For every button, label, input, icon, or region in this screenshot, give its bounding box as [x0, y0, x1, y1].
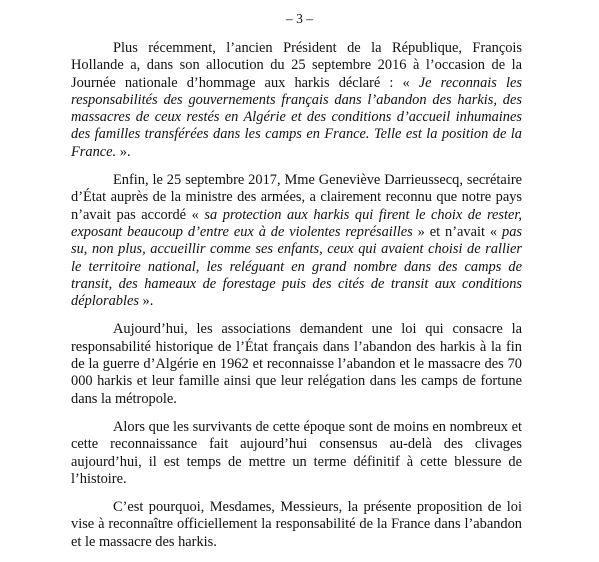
paragraph-hollande [71, 40, 522, 161]
paragraph-conclusion [71, 499, 522, 551]
quote-run: Je reconnais les responsabilités des gouvernements français dans l’abandon des harkis, des massacres de ceux restés en Algérie et des conditions d’accueil inhumaines des familles transférées dans les camps en France. Telle est la position de la France. [71, 74, 522, 160]
quote-run: pas su, non plus, accueillir comme ses enfants, ceux qui avaient choisi de rallier le territoire national, les reléguant en grand nombre dans des camps de transit, des hameaux de forestage puis des cités de transit aux conditions déplorables [71, 223, 522, 310]
text-run: » et n’avait « [412, 223, 502, 240]
quote-run: sa protection aux harkis qui firent le choix de rester, exposant beaucoup d’entre eux à de violentes représailles [71, 206, 522, 240]
paragraph-associations [71, 321, 522, 407]
text-run: Alors que les survivants de cette époque sont de moins en nombreux et cette reconnaissance fait aujourd’hui consensus au-delà des clivages aujourd’hui, il est temps de mettre un terme définitif à cette blessure de l’histoire. [71, 418, 522, 487]
text-run: Enfin, le 25 septembre 2017, Mme Geneviève Darrieussecq, secrétaire d’État auprès de la ministre des armées, a clairement reconnu que notre pays n’avait pas accordé « [71, 172, 522, 223]
text-run: ». [138, 293, 154, 310]
document-body [71, 40, 522, 562]
paragraph-survivants [71, 419, 522, 488]
text-run: C’est pourquoi, Mesdames, Messieurs, la présente proposition de loi vise à reconnaître officiellement la responsabilité de la France dans l’abandon et le massacre des harkis. [71, 499, 522, 550]
text-run: Aujourd’hui, les associations demandent une loi qui consacre la responsabilité historique de l’État français dans l’abandon des harkis à la fin de la guerre d’Algérie en 1962 et reconnaisse l’abandon et le massacre des 70 000 harkis et leur famille ainsi que leur relégation dans les camps de fortune dans la métropole. [71, 321, 522, 407]
page-number: – 3 – [285, 11, 314, 26]
text-run: Plus récemment, l’ancien Président de la République, François Hollande a, dans son allocution du 25 septembre 2016 à l’occasion de la Journée nationale d’hommage aux harkis déclaré : « [71, 40, 522, 91]
text-run: ». [116, 143, 131, 160]
paragraph-darrieussecq [71, 172, 522, 310]
